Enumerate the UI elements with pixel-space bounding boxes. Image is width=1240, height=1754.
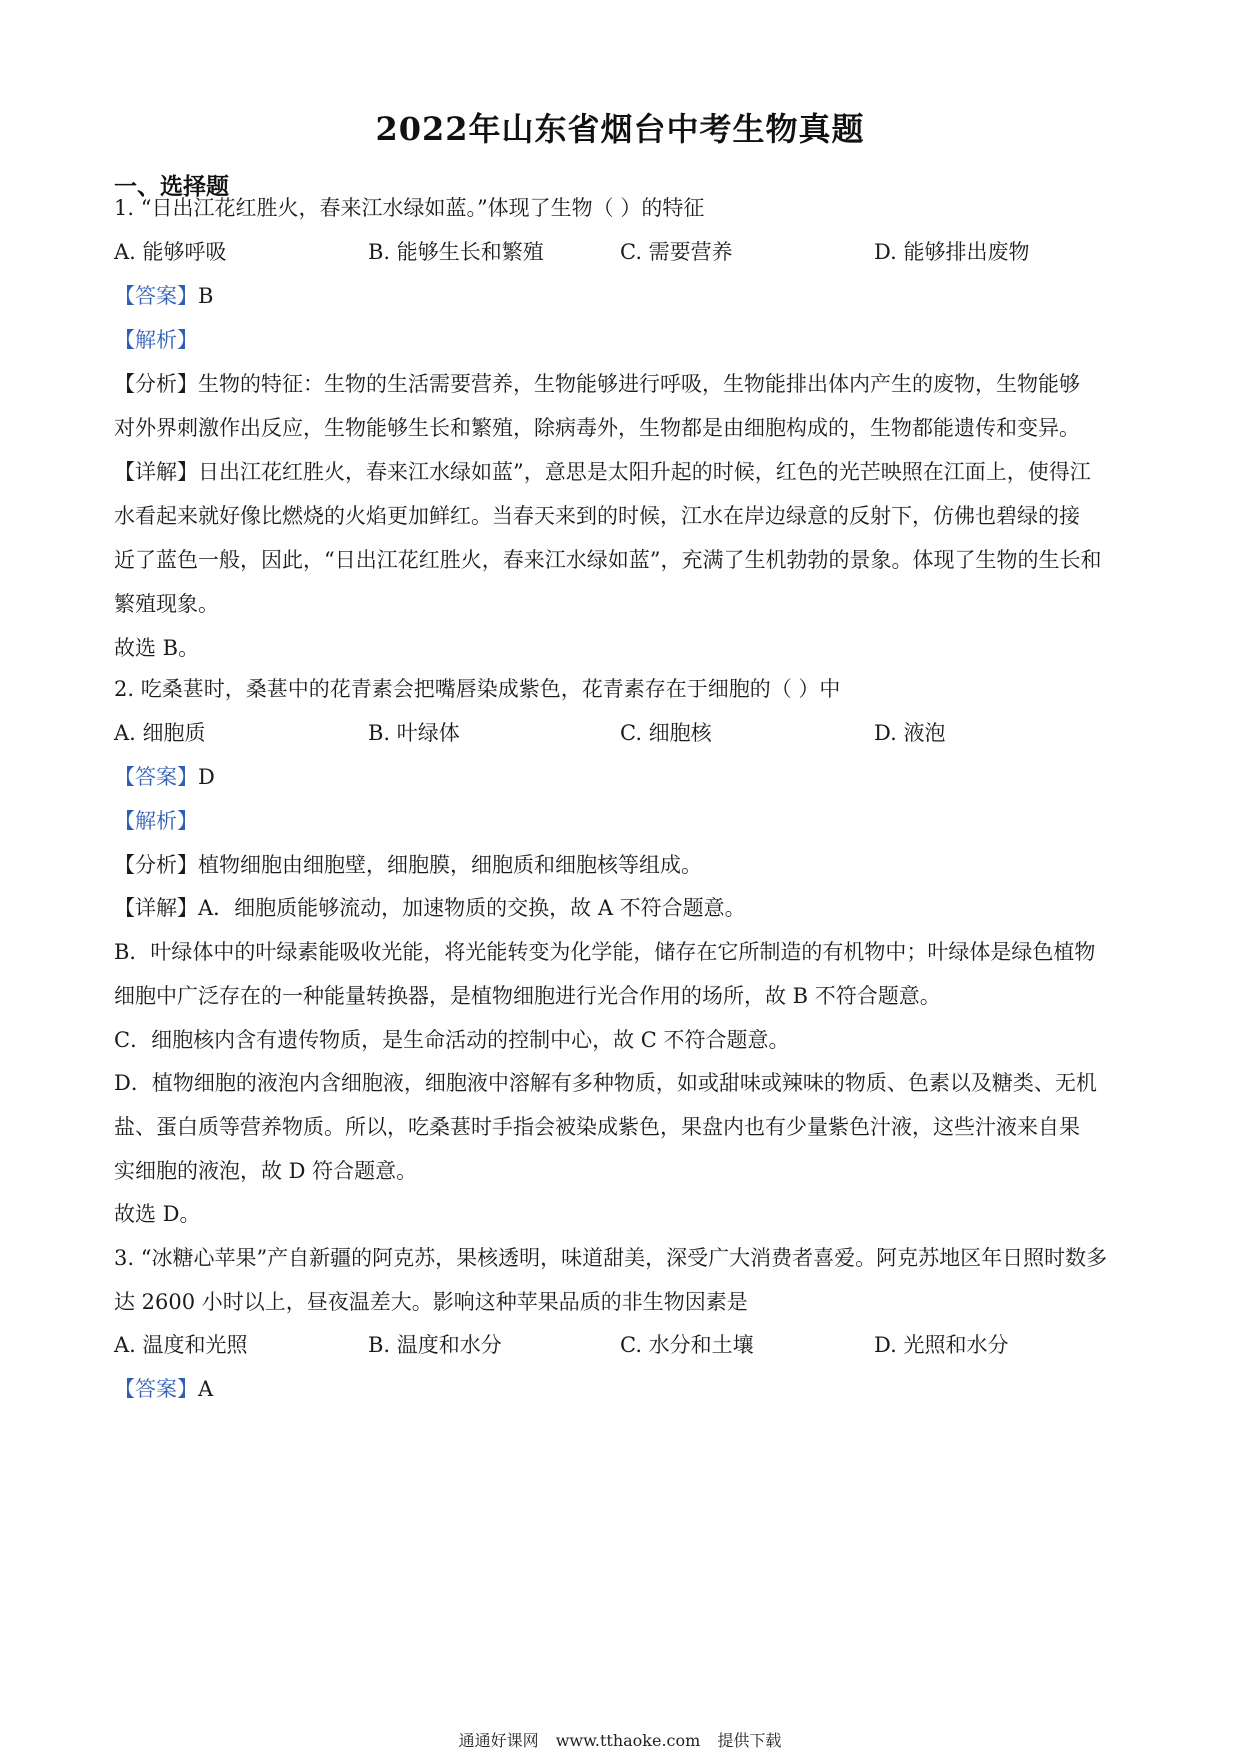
question-2-fenxi-line xyxy=(114,850,702,880)
analysis-tag: 【解析】 xyxy=(114,809,198,833)
question-2-option-a: A. 细胞质 xyxy=(114,721,206,745)
question-1-conclusion: 故选 B。 xyxy=(114,636,200,660)
question-2-xiangjie-line xyxy=(114,893,746,923)
answer-value: A xyxy=(198,1377,214,1401)
xiangjie-tag: 【详解】 xyxy=(114,460,198,484)
question-1-xiangjie-line: 近了蓝色一般，因此，“日出江花红胜火，春来江水绿如蓝”，充满了生机勃勃的景象。体现了生物的生长和 xyxy=(114,548,1102,572)
question-2-stem: 2. 吃桑葚时，桑葚中的花青素会把嘴唇染成紫色，花青素存在于细胞的（ ）中 xyxy=(114,677,841,701)
question-1-option-c: C. 需要营养 xyxy=(620,240,733,264)
question-3-option-c: C. 水分和土壤 xyxy=(620,1333,754,1357)
question-2-option-c: C. 细胞核 xyxy=(620,721,712,745)
xiangjie-text: 日出江花红胜火，春来江水绿如蓝”，意思是太阳升起的时候，红色的光芒映照在江面上，使得江 xyxy=(198,460,1091,484)
question-1-option-a: A. 能够呼吸 xyxy=(114,240,227,264)
answer-tag: 【答案】 xyxy=(114,284,198,308)
footer-note: 提供下载 xyxy=(717,1731,782,1750)
question-2-option-b: B. 叶绿体 xyxy=(368,721,460,745)
question-3-stem-line: 3. “冰糖心苹果”产自新疆的阿克苏，果核透明，味道甜美，深受广大消费者喜爱。阿克苏地区年日照时数多 xyxy=(114,1246,1108,1270)
question-2-xiangjie-line: 盐、蛋白质等营养物质。所以，吃桑葚时手指会被染成紫色，果盘内也有少量紫色汁液，这些汁液来自果 xyxy=(114,1115,1080,1139)
question-2-xiangjie-line: D．植物细胞的液泡内含细胞液，细胞液中溶解有多种物质，如或甜味或辣味的物质、色素以及糖类、无机 xyxy=(114,1071,1097,1095)
answer-value: B xyxy=(198,284,214,308)
question-2-answer xyxy=(114,762,215,792)
question-2-xiangjie-line: 细胞中广泛存在的一种能量转换器，是植物细胞进行光合作用的场所，故 B 不符合题意。 xyxy=(114,984,941,1008)
question-3-stem-line: 达 2600 小时以上，昼夜温差大。影响这种苹果品质的非生物因素是 xyxy=(114,1290,748,1314)
question-2-options xyxy=(114,718,1124,748)
question-3-option-b: B. 温度和水分 xyxy=(368,1333,502,1357)
question-1-xiangjie-line xyxy=(114,457,1091,487)
question-1-options xyxy=(114,237,1124,267)
question-1-analysis-heading xyxy=(114,325,198,355)
section-heading: 一、选择题 xyxy=(114,173,229,200)
answer-tag: 【答案】 xyxy=(114,1377,198,1401)
xiangjie-text: A．细胞质能够流动，加速物质的交换，故 A 不符合题意。 xyxy=(198,896,746,920)
xiangjie-tag: 【详解】 xyxy=(114,896,198,920)
question-2-xiangjie-line: B．叶绿体中的叶绿素能吸收光能，将光能转变为化学能，储存在它所制造的有机物中；叶绿体是绿色植物 xyxy=(114,940,1096,964)
question-1-answer xyxy=(114,281,213,311)
question-3-answer xyxy=(114,1374,213,1404)
question-3-option-d: D. 光照和水分 xyxy=(874,1333,1009,1357)
question-2-analysis-heading xyxy=(114,806,198,836)
fenxi-tag: 【分析】 xyxy=(114,372,198,396)
question-1-fenxi-line xyxy=(114,369,1080,399)
question-1-xiangjie-line: 水看起来就好像比燃烧的火焰更加鲜红。当春天来到的时候，江水在岸边绿意的反射下，仿佛也碧绿的接 xyxy=(114,504,1080,528)
analysis-tag: 【解析】 xyxy=(114,328,198,352)
question-2-xiangjie-line: C．细胞核内含有遗传物质，是生命活动的控制中心，故 C 不符合题意。 xyxy=(114,1028,790,1052)
answer-tag: 【答案】 xyxy=(114,765,198,789)
question-1-fenxi-line: 对外界刺激作出反应，生物能够生长和繁殖，除病毒外，生物都是由细胞构成的，生物都能遗传和变异。 xyxy=(114,416,1080,440)
question-2-option-d: D. 液泡 xyxy=(874,721,946,745)
question-1-option-b: B. 能够生长和繁殖 xyxy=(368,240,544,264)
question-3-options xyxy=(114,1330,1124,1360)
question-1-stem: 1. “日出江花红胜火，春来江水绿如蓝。”体现了生物（ ）的特征 xyxy=(114,196,705,220)
question-2-conclusion: 故选 D。 xyxy=(114,1202,201,1226)
footer-site: 通通好课网 xyxy=(458,1731,539,1750)
page-title: 2022年山东省烟台中考生物真题 xyxy=(375,110,865,148)
question-3-option-a: A. 温度和光照 xyxy=(114,1333,248,1357)
question-2-xiangjie-line: 实细胞的液泡，故 D 符合题意。 xyxy=(114,1159,418,1183)
page-footer xyxy=(0,1728,1240,1751)
question-1-option-d: D. 能够排出废物 xyxy=(874,240,1030,264)
fenxi-text: 生物的特征：生物的生活需要营养，生物能够进行呼吸，生物能排出体内产生的废物，生物能够 xyxy=(198,372,1080,396)
question-1-xiangjie-line: 繁殖现象。 xyxy=(114,592,219,616)
fenxi-tag: 【分析】 xyxy=(114,853,198,877)
answer-value: D xyxy=(198,765,215,789)
fenxi-text: 植物细胞由细胞壁，细胞膜，细胞质和细胞核等组成。 xyxy=(198,853,702,877)
footer-url-link[interactable]: www.tthaoke.com xyxy=(555,1731,701,1750)
